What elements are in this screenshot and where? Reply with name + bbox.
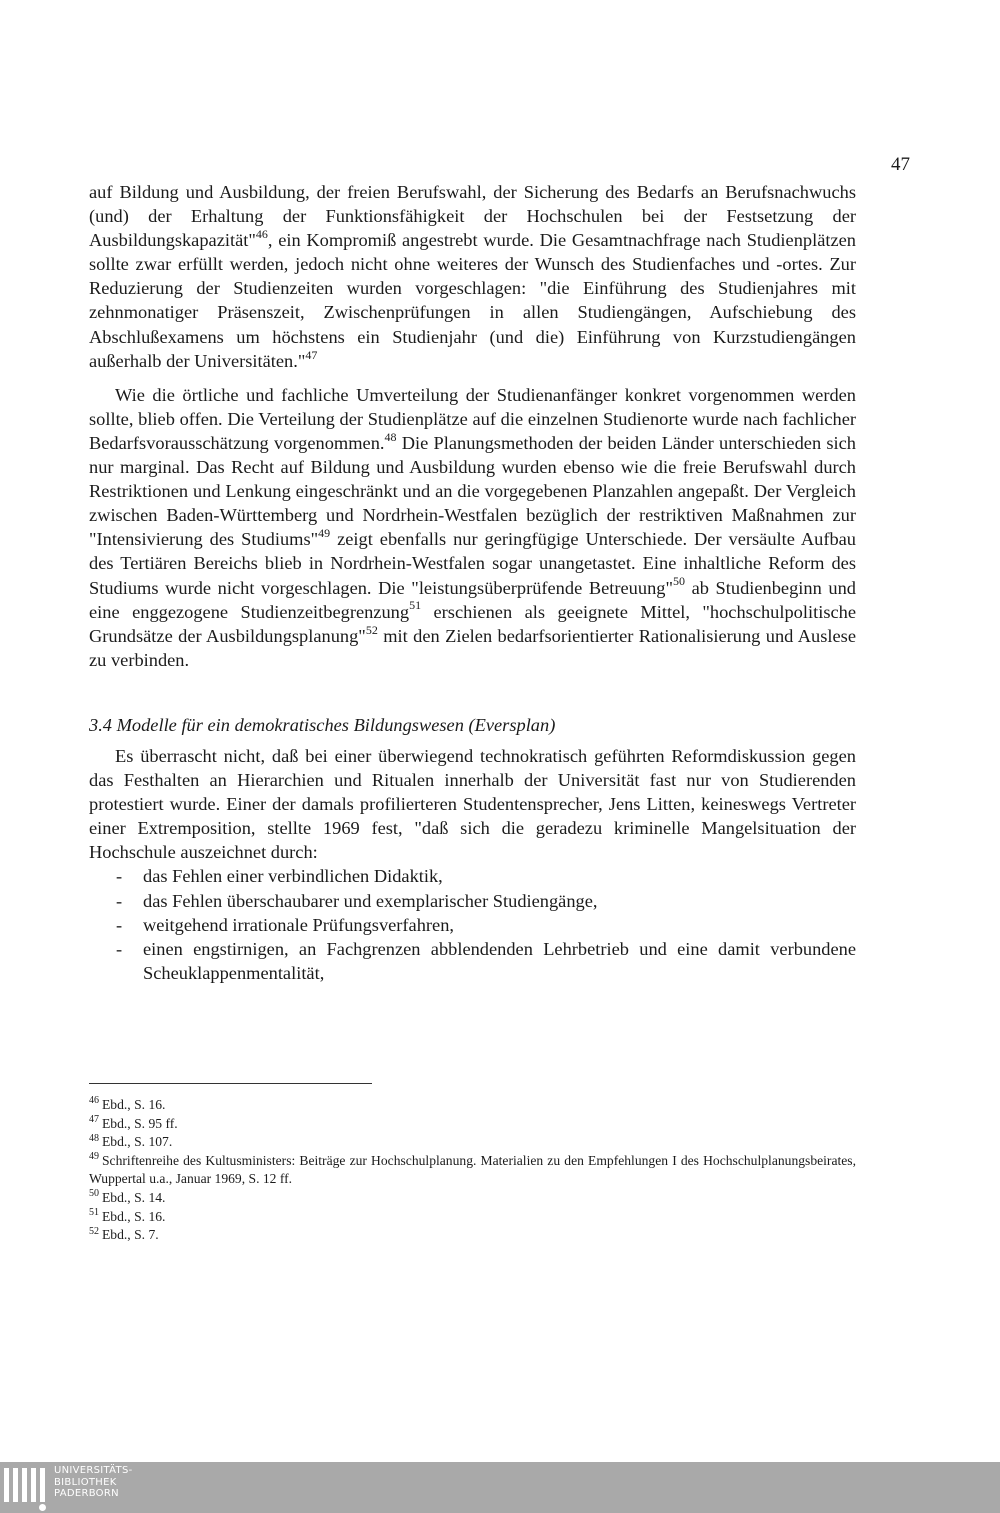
footnote-number: 46: [89, 1095, 99, 1107]
footnote-number: 51: [89, 1207, 99, 1219]
footnotes: [89, 1096, 856, 1245]
page-number: 47: [891, 154, 910, 175]
main-text: [89, 180, 856, 985]
footnote-text: Ebd., S. 107.: [102, 1134, 173, 1150]
list-dash: -: [116, 890, 123, 911]
deficiency-list: [89, 864, 856, 984]
list-dash: -: [116, 866, 123, 887]
footnote: [89, 1152, 856, 1189]
footnote: [89, 1189, 856, 1208]
footnote-text: Ebd., S. 7.: [102, 1227, 159, 1243]
library-name: [54, 1465, 133, 1500]
footnote-reference: 50: [672, 574, 685, 589]
footnote-reference: 47: [305, 347, 318, 362]
footnote-text: Ebd., S. 95 ff.: [102, 1115, 178, 1131]
list-item-text: das Fehlen überschaubarer und exemplarischer Studiengänge,: [143, 890, 598, 911]
section-paragraph: Es überrascht nicht, daß bei einer überwiegend technokratisch geführten Reformdiskussion gegen das Festhalten an Hierarchien und Ritualen innerhalb der Universität fast nur von Studierenden protestiert wurde. Einer der damals profilierteren Studentensprecher, Jens Litten, keineswegs Vertreter einer Extremposition, stellte 1969 fest, "daß sich die geradezu kriminelle Mangelsituation der Hochschule auszeichnet durch:: [89, 745, 856, 863]
library-logo-icon: [2, 1466, 50, 1510]
footnote-text: Schriftenreihe des Kultusministers: Beiträge zur Hochschulplanung. Materialien zu den Empfehlungen I des Hochschulplanungsbeirates, Wuppertal u.a., Januar 1969, S. 12 ff.: [89, 1152, 856, 1187]
footnote-text: Ebd., S. 14.: [102, 1189, 166, 1205]
footnote-text: Ebd., S. 16.: [102, 1208, 166, 1224]
library-name-line: UNIVERSITÄTS-: [54, 1465, 133, 1476]
footnote-number: 48: [89, 1132, 99, 1144]
list-item: [89, 937, 856, 985]
footnote-number: 49: [89, 1151, 99, 1163]
list-item-text: das Fehlen einer verbindlichen Didaktik,: [143, 866, 443, 887]
footnote: [89, 1115, 856, 1134]
footnote: [89, 1208, 856, 1227]
footnote: [89, 1133, 856, 1152]
section-heading: 3.4 Modelle für ein demokratisches Bildungswesen (Eversplan): [89, 714, 556, 735]
footnote-number: 47: [89, 1114, 99, 1126]
list-item: [89, 889, 856, 913]
library-footer-bar: [0, 1462, 1000, 1513]
list-item: [89, 864, 856, 888]
footnote-reference: 51: [409, 598, 422, 613]
footnote: [89, 1226, 856, 1245]
footnote-reference: 46: [255, 227, 268, 242]
footnote-reference: 52: [365, 622, 378, 637]
footnote-divider: [89, 1083, 372, 1084]
footnote-text: Ebd., S. 16.: [102, 1097, 166, 1112]
footnote-number: 52: [89, 1225, 99, 1237]
library-name-line: BIBLIOTHEK: [54, 1476, 117, 1488]
list-item: [89, 913, 856, 937]
footnote-number: 50: [89, 1188, 99, 1200]
list-dash: -: [116, 938, 123, 959]
list-item-text: einen engstirnigen, an Fachgrenzen abblendenden Lehrbetrieb und eine damit verbundene Scheuklappenmentalität,: [143, 938, 856, 983]
footnote-reference: 49: [318, 526, 331, 541]
footnote-reference: 48: [384, 429, 397, 444]
library-name-line: PADERBORN: [54, 1488, 119, 1499]
footnote: [89, 1096, 856, 1115]
paragraph-2: Wie die örtliche und fachliche Umverteilung der Studienanfänger konkret vorgenommen werden sollte, blieb offen. Die Verteilung der Studienplätze auf die einzelnen Studienorte wurde nach fachlicher Bedarfsvorausschätzung vorgenommen.$^{48}$ Die Planungsmethoden der beiden Länder unterschieden sich nur marginal. Das Recht auf Bildung und Ausbildung wurden ebenso wie die freie Berufswahl durch Restriktionen und Lenkung eingeschränkt und an die vorgegebenen Planzahlen angepaßt. Der Vergleich zwischen Baden-Württemberg und Nordrhein-Westfalen bezüglich der restriktiven Maßnahmen zur "Intensivierung des Studiums"$^{49}$ zeigt ebenfalls nur geringfügige Unterschiede. Der versäulte Aufbau des Tertiären Bereichs blieb in Nordrhein-Westfalen sogar unangetastet. Eine inhaltliche Reform des Studiums wurde nicht vorgeschlagen. Die "leistungsüberprüfende Betreuung"$^{50}$ ab Studienbeginn und eine enggezogene Studienzeitbegrenzung$^{51}$ erschienen als geeignete Mittel, "hochschulpolitische Grundsätze der Ausbildungsplanung"$^{52}$ mit den Zielen bedarfsorientierter Rationalisierung und Auslese zu verbinden.: [89, 384, 856, 670]
paragraph-1: auf Bildung und Ausbildung, der freien Berufswahl, der Sicherung des Bedarfs an Berufsnachwuchs (und) der Erhaltung der Funktionsfähigkeit der Hochschulen bei der Festsetzung der Ausbildungskapazität"$^{46}$, ein Kompromiß angestrebt wurde. Die Gesamtnachfrage nach Studienplätzen sollte zwar erfüllt werden, jedoch nicht ohne weiteres der Wunsch des Studienfaches und -ortes. Zur Reduzierung der Studienzeiten wurden vorgeschlagen: "die Einführung des Studienjahres mit zehnmonatiger Präsenszeit, Zwischenprüfungen in allen Studiengängen, Aufschiebung des Abschlußexamens um höchstens ein Studienjahr (und die) Einführung von Kurzstudiengängen außerhalb der Universitäten."$^{47}$: [89, 182, 856, 371]
list-item-text: weitgehend irrationale Prüfungsverfahren,: [143, 914, 454, 935]
list-dash: -: [116, 914, 123, 935]
